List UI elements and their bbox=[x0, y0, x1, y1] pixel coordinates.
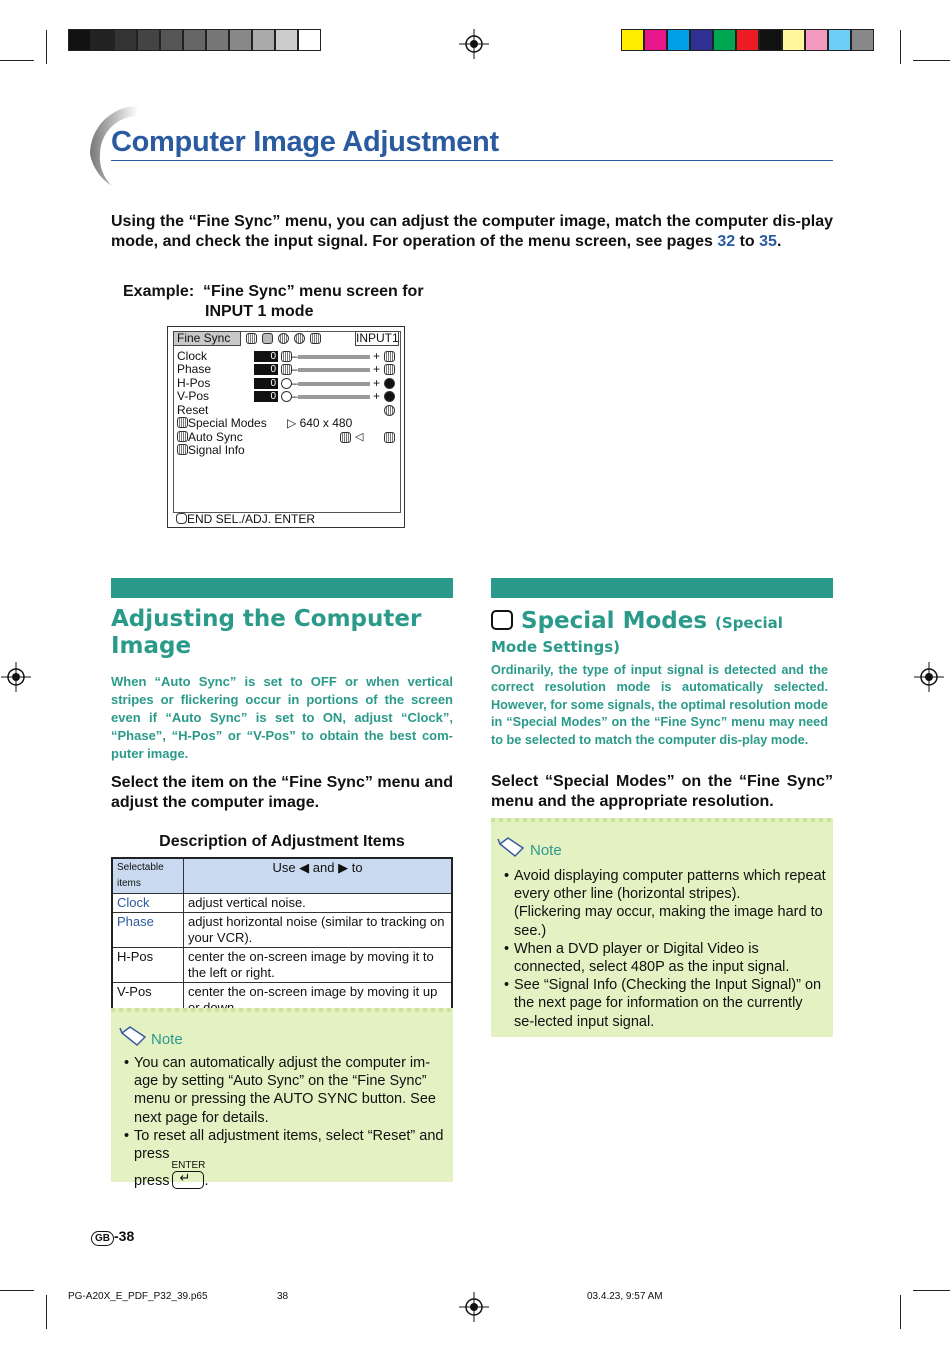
table-row bbox=[112, 948, 452, 983]
note-item: • To reset all adjustment items, select “Reset” and press press ENTER ↵ . bbox=[124, 1127, 446, 1191]
v-pos-end-icon bbox=[384, 391, 395, 402]
slider-plus: + bbox=[373, 389, 381, 403]
special-modes-instruction: Select “Special Modes” on the “Fine Sync” menu and the appropriate resolution. bbox=[491, 773, 833, 810]
slider-minus: – bbox=[291, 376, 298, 390]
special-modes-icon bbox=[491, 610, 513, 630]
clock-value: 0 bbox=[254, 351, 278, 362]
enter-key-icon: ENTER ↵ bbox=[172, 1171, 204, 1189]
crop-mark bbox=[0, 60, 34, 61]
h-pos-end-icon bbox=[384, 378, 395, 389]
registration-mark-icon bbox=[914, 662, 944, 692]
table-row bbox=[112, 894, 452, 913]
menu-item-phase: Phase bbox=[177, 362, 212, 376]
note-edge bbox=[491, 818, 833, 822]
color-swatch bbox=[713, 29, 736, 51]
page-title: Computer Image Adjustment bbox=[111, 126, 499, 158]
table-cell-item: Clock bbox=[112, 894, 184, 913]
color-swatch bbox=[206, 29, 229, 51]
table-cell-item: Phase bbox=[112, 913, 184, 948]
title-rule bbox=[111, 160, 833, 161]
note-title: Note bbox=[151, 1031, 183, 1048]
menu-item-special-modes: Special Modes bbox=[177, 417, 267, 430]
fine-sync-tab-icon bbox=[262, 333, 273, 344]
table-cell-desc: center the on-screen image by moving it up bbox=[184, 983, 453, 1019]
color-swatch bbox=[252, 29, 275, 51]
slider-minus: – bbox=[291, 362, 298, 376]
menu-item-v-pos: V-Pos bbox=[177, 389, 210, 403]
crop-mark bbox=[46, 30, 47, 64]
color-swatch bbox=[114, 29, 137, 51]
slider-minus: – bbox=[291, 389, 298, 403]
color-swatch bbox=[160, 29, 183, 51]
color-swatch bbox=[828, 29, 851, 51]
status-tab-icon bbox=[310, 333, 321, 344]
input-indicator: INPUT1 bbox=[356, 331, 399, 345]
color-swatch bbox=[805, 29, 828, 51]
slug-page: 38 bbox=[277, 1291, 289, 1302]
crop-mark bbox=[913, 1290, 950, 1291]
color-swatch bbox=[644, 29, 667, 51]
note-edge bbox=[111, 1008, 453, 1012]
slider-plus: + bbox=[373, 362, 381, 376]
note-item: • You can automatically adjust the computer im-age by setting “Auto Sync” on the “Fine Sync” menu or pressing the AUTO SYNC button. See next page for details. bbox=[124, 1054, 446, 1127]
h-pos-slider bbox=[298, 382, 370, 386]
menu-item-h-pos: H-Pos bbox=[177, 376, 211, 390]
table-header-items: Selectable items bbox=[112, 858, 184, 894]
adjusting-description: When “Auto Sync” is set to OFF or when vertical stripes or flickering occur in portions of the screen even if “Auto Sync” is set to ON, adjust “Clock”, “Phase”, “H-Pos” or “V-Pos” to obtain the best com-puter image. bbox=[111, 674, 453, 761]
note-title: Note bbox=[530, 842, 562, 859]
color-swatch bbox=[275, 29, 298, 51]
table-header-use: Use ◀ and ▶ to bbox=[184, 858, 453, 894]
section-bar-right bbox=[491, 578, 833, 598]
v-pos-slider bbox=[298, 395, 370, 399]
pencil-note-icon bbox=[119, 1025, 149, 1047]
menu-footer: END SEL./ADJ. ENTER bbox=[176, 513, 315, 526]
note-item: • Avoid displaying computer patterns which repeat every other line (horizontal stripes). (Flickering may occur, making the image hard to see.) bbox=[504, 867, 826, 940]
color-swatch bbox=[621, 29, 644, 51]
slug-date: 03.4.23, 9:57 AM bbox=[587, 1291, 663, 1302]
table-row bbox=[112, 913, 452, 948]
color-swatch bbox=[782, 29, 805, 51]
note-item: • When a DVD player or Digital Video is connected, select 480P as the input signal. bbox=[504, 940, 826, 976]
auto-sync-icon bbox=[177, 431, 188, 442]
color-swatch bbox=[229, 29, 252, 51]
special-modes-description: Ordinarily, the type of input signal is detected and the correct resolution mode is automatically selected. However, for some signals, the optimal resolution mode in “Special Modes” on the “Fine Sync” menu may need to be selected to match the computer dis-play mode. bbox=[491, 663, 828, 747]
slider-minus: – bbox=[291, 349, 298, 363]
section-bar-left bbox=[111, 578, 453, 598]
page-link-35[interactable]: 35 bbox=[759, 233, 777, 250]
color-swatch bbox=[851, 29, 874, 51]
crop-mark bbox=[913, 60, 950, 61]
slug-filename: PG-A20X_E_PDF_P32_39.p65 bbox=[68, 1291, 208, 1302]
table-cell-item: H-Pos bbox=[112, 948, 184, 983]
note-list bbox=[124, 1054, 446, 1190]
phase-end-icon bbox=[384, 364, 395, 375]
adjustment-items-table bbox=[111, 857, 453, 1019]
menu-tab-icons bbox=[246, 332, 326, 345]
slider-plus: + bbox=[373, 349, 381, 363]
registration-mark-icon bbox=[459, 1292, 489, 1322]
v-pos-value: 0 bbox=[254, 391, 278, 402]
crop-mark bbox=[900, 1295, 901, 1329]
section-heading-special-modes: Special Modes (Special bbox=[491, 606, 783, 638]
crop-mark bbox=[900, 30, 901, 64]
note-box-left bbox=[111, 1008, 453, 1190]
page-number: GB -38 bbox=[91, 1228, 134, 1246]
color-swatch bbox=[298, 29, 321, 51]
table-cell-desc: adjust horizontal noise (similar to tracking on your VCR). bbox=[184, 913, 453, 948]
note-box-right bbox=[491, 818, 833, 1037]
note-item: • See “Signal Info (Checking the Input Signal)” on the next page for information on the currently se-lected input signal. bbox=[504, 976, 826, 1031]
clock-end-icon bbox=[384, 351, 395, 362]
fine-sync-menu-screen bbox=[167, 326, 405, 528]
reset-icon bbox=[384, 405, 395, 416]
clock-slider bbox=[298, 355, 370, 359]
crop-mark bbox=[0, 1290, 34, 1291]
menu-item-reset: Reset bbox=[177, 403, 209, 417]
section-heading-special-modes-sub: Mode Settings) bbox=[491, 638, 621, 656]
menu-item-auto-sync: Auto Sync bbox=[177, 431, 243, 444]
example-caption: Example: “Fine Sync” menu screen for INPUT 1 mode bbox=[123, 283, 424, 320]
color-swatch bbox=[91, 29, 114, 51]
page-link-32[interactable]: 32 bbox=[717, 233, 736, 250]
intro-paragraph: Using the “Fine Sync” menu, you can adjust the computer image, match the computer dis-play mode, and check the input signal. For operation of the menu screen, see pages 32 to 35. bbox=[111, 213, 833, 250]
phase-value: 0 bbox=[254, 364, 278, 375]
triangle-left-icon: ◁ bbox=[355, 431, 364, 443]
slider-plus: + bbox=[373, 376, 381, 390]
tab-fine-sync: Fine Sync bbox=[173, 331, 241, 346]
special-modes-value: ▷ 640 x 480 bbox=[287, 416, 353, 430]
region-badge: GB bbox=[91, 1231, 114, 1246]
auto-sync-end-icon bbox=[384, 432, 395, 443]
menu-item-clock: Clock bbox=[177, 349, 208, 363]
language-tab-icon bbox=[294, 333, 305, 344]
color-swatch bbox=[68, 29, 91, 51]
section-heading-adjusting: Adjusting the Computer Image bbox=[111, 606, 422, 659]
note-list bbox=[504, 867, 826, 1031]
pencil-note-icon bbox=[497, 836, 527, 858]
crop-mark bbox=[46, 1295, 47, 1329]
color-swatch bbox=[183, 29, 206, 51]
end-button-icon bbox=[176, 513, 187, 524]
registration-mark-icon bbox=[459, 29, 489, 59]
table-cell-desc: adjust vertical noise. bbox=[184, 894, 453, 913]
color-swatch bbox=[759, 29, 782, 51]
table-cell-item: V-Pos bbox=[112, 983, 184, 1019]
h-pos-value: 0 bbox=[254, 378, 278, 389]
signal-info-icon bbox=[177, 444, 188, 455]
adjusting-instruction: Select the item on the “Fine Sync” menu and adjust the computer image. bbox=[111, 774, 453, 811]
picture-tab-icon bbox=[246, 333, 257, 344]
color-swatch bbox=[736, 29, 759, 51]
table-caption: Description of Adjustment Items bbox=[159, 833, 405, 850]
special-modes-icon bbox=[177, 417, 188, 428]
table-header-row bbox=[112, 858, 452, 894]
auto-sync-status-icon bbox=[340, 432, 351, 443]
menu-item-signal-info: Signal Info bbox=[177, 444, 245, 457]
phase-slider bbox=[298, 368, 370, 372]
table-cell-desc: center the on-screen image by moving it to the left or right. bbox=[184, 948, 453, 983]
registration-mark-icon bbox=[1, 662, 31, 692]
color-swatch bbox=[667, 29, 690, 51]
color-swatch bbox=[137, 29, 160, 51]
color-swatch bbox=[690, 29, 713, 51]
options-tab-icon bbox=[278, 333, 289, 344]
